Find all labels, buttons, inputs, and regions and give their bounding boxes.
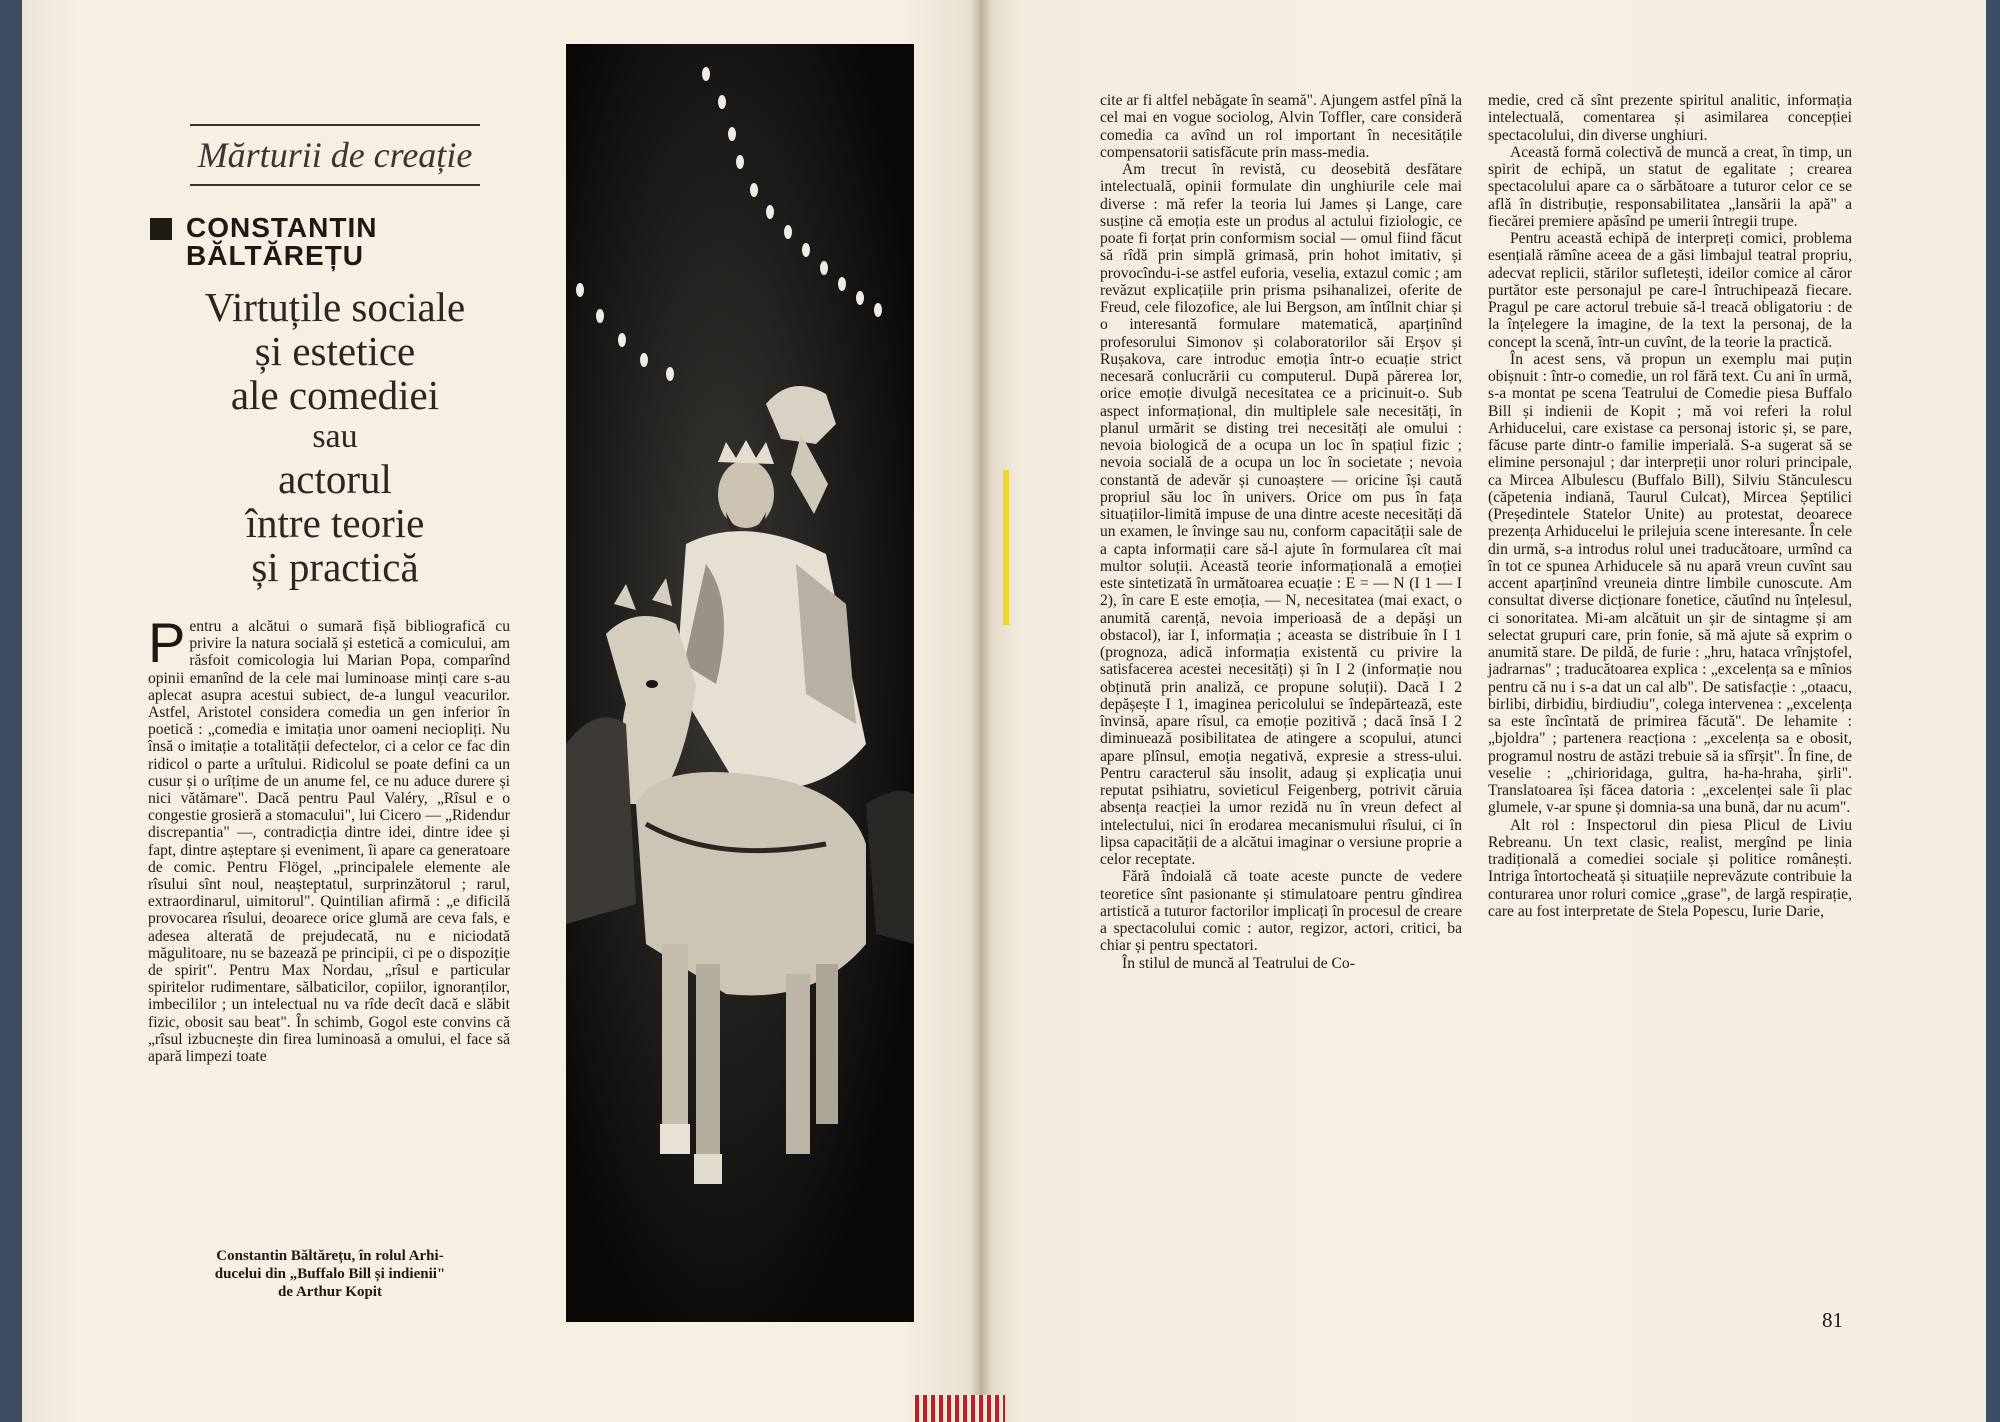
paragraph: medie, cred că sînt prezente spiritul analitic, informația intelectuală, comentarea și asimilarea concepției spectacolului, din diverse unghiuri. xyxy=(1488,92,1852,144)
binding-stitch xyxy=(915,1395,1005,1422)
paragraph: cite ar fi altfel nebăgate în seamă". Ajungem astfel pînă la cel mai en vogue sociolog, Alvin Toffler, care consideră comedia ca avînd un rol important în necesitățile compensatorii satisfăcute prin mass-media. xyxy=(1100,92,1462,161)
actor-photo-illustration xyxy=(566,44,914,1322)
headline-line: și estetice xyxy=(254,328,416,374)
page-number: 81 xyxy=(1822,1308,1843,1332)
paragraph: În acest sens, vă propun un exemplu mai puțin obișnuit : într-o comedie, un rol fără text. Cu ani în urmă, s-a montat pe scena Teatrului de Comedie piesa Buffalo Bill și indienii de Kopit ; mă voi referi la rolul Arhiducelui, care existase ca personaj istoric și, se pare, făcuse parte dintr-o familie imperială. S-a sugerat să se elimine personajul ; dar interpreții unor roluri principale, ca Mircea Albulescu (Buffalo Bill), Silviu Stănculescu (căpetenia indiană, Taurul Culcat), Mircea Șeptilici (Președintele Statelor Unite) au protestat, deoarece prezența Arhiducelui le prilejuia scene interesante. În cele din urmă, s-a introdus rolul unei traducătoare, urmînd ca în tot ce spunea Arhiducele să nu apară vreun cuvînt sau accent aparținînd vreuneia dintre limbile cunoscute. Am consultat diverse dicționare fonetice, căutînd nu înțelesul, ci sonoritatea. Mi-am alcătuit un șir de sintagme și am selectat grupuri care, prin fonie, să mă ajute să exprim o anumită stare. De pildă, de furie : „hru, hataca vrînjștofel, jadrarnas" ; traducătoarea explica : „excelența sa e mînios pentru că nu i s-a dat un cal alb". De satisfacție : „otaacu, birlibi, dirbidiu, birdiudiu", colega intervenea : „excelența sa este încîntată de primirea făcută". De lehamite : „bjoldra" ; partenera reacționa : „excelența sa e obosit, programul nostru de astăzi trebuie să ia sfîrșit". În fine, de veselie : „chirioridaga, gultra, ha-ha-hraha, șirli". Translatoarea își făcea datoria : „excelenței sale îi plac glumele, v-ar spune și domnia-sa una bună, dar nu acum". xyxy=(1488,350,1852,817)
intro-body: entru a alcătui o sumară fișă bibliografică cu privire la natura socială și estetică a comicului, am răsfoit comicologia lui Marian Popa, comparînd opinii emanînd de la cele mai luminoase minți care s-au aplecat asupra acestui subiect, de-a lungul veacurilor. Astfel, Aristotel considera comedia un gen inferior în poetică : „comedia e imitația unor oameni neciopliți. Nu însă o imitație a totalității defectelor, ci a celor ce fac din ridicol o parte a urîtului. Ridicolul se poate defini ca un cusur și o urîțime de un anume fel, ce nu aduce durere și nici vătămare". Dacă pentru Paul Valéry, „Rîsul e o congestie grosieră a stomacului", lui Cicero — „Ridendur discrepantia" —, contradicția dintre idei, dintre idee și fapt, dintre așteptare și eveniment, îi apare ca generatoare de comic. Pentru Flögel, „principalele elemente ale rîsului sînt noul, neașteptatul, surprinzătorul ; rarul, extraordinarul, uimitorul". Quintilian afirmă : „e dificilă provocarea rîsului, deoarece orice glumă are ceva fals, e adesea alterată de prejudecată, nu e niciodată măgulitoare, nu se bazează pe principii, ci pe o dispoziție de spirit". Pentru Max Nordau, „rîsul e particular spiritelor rudimentare, sălbaticilor, copiilor, ignoranților, imbecililor ; un intelectual nu va rîde decît dacă e slăbit fizic, obosit sau beat". În schimb, Gogol este convins că „rîsul izbucnește din firea luminoasă a omului, el face să apară limpezi toate xyxy=(148,618,510,1066)
section-rule-top xyxy=(190,124,480,126)
caption-line: de Arthur Kopit xyxy=(278,1284,382,1300)
actor-photo xyxy=(566,44,914,1322)
headline-line: actorul xyxy=(278,456,392,502)
paragraph: Alt rol : Inspectorul din piesa Plicul de Liviu Rebreanu. Un text clasic, realist, mergînd pe linia tradițională a comediei sociale și politice românești. Intriga întortocheată și situațiile neprevăzute contribuie la conturarea unor roluri comice „grase", de largă respirație, care au fost interpretate de Stela Popescu, Iurie Darie, xyxy=(1488,816,1852,920)
bookmark-tab xyxy=(1003,470,1009,625)
paragraph: Pentru această echipă de interpreți comici, problema esențială rămîne aceea de a găsi limbajul teatral propriu, adecvat replicii, stărilor sufletești, ideilor comice al căror purtător este personajul pe care-l întruchipează fiecare. Pragul pe care actorul trebuie să-l treacă obligatoriu : de la înțelegere la imagine, de la text la personaj, de la concept la scenă, într-un cuvînt, de la teorie la practică. xyxy=(1488,230,1852,351)
paragraph: Această formă colectivă de muncă a creat, în timp, un spirit de echipă, un statut de egalitate ; crearea spectacolului apare ca o sărbătoare a tuturor celor ce se află în distribuție, responsabilitatea „lansării la apă" a fiecărei premiere apăsînd pe umerii întregii trupe. xyxy=(1488,143,1852,230)
photo-caption xyxy=(160,1247,500,1301)
headline-line: Virtuțile sociale xyxy=(204,284,466,330)
article-headline xyxy=(160,285,510,589)
headline-line: sau xyxy=(312,418,358,455)
bullet-square-icon xyxy=(150,218,172,240)
text-column-2 xyxy=(1488,92,1852,920)
book-cover-left-edge xyxy=(0,0,22,1422)
caption-line: Constantin Băltărețu, în rolul Arhi- xyxy=(216,1248,444,1264)
headline-line: și practică xyxy=(251,544,419,590)
paragraph: În stilul de muncă al Teatrului de Co- xyxy=(1122,954,1355,972)
headline-line: între teorie xyxy=(245,500,425,546)
paragraph: Fără îndoială că toate aceste puncte de vedere teoretice sînt pasionante și stimulatoare pentru gîndirea artistică a tuturor factorilor implicați în procesul de creare a spectacolului comic : autor, regizor, actori, critici, ba chiar și pentru spectatori. xyxy=(1100,868,1462,955)
drop-cap: P xyxy=(148,611,186,674)
section-title: Mărturii de creație xyxy=(197,135,473,175)
paragraph: Am trecut în revistă, cu deosebită desfătare intelectuală, opinii formulate din unghiurile cele mai diverse : mă refer la teoria lui James și Lange, care susține că emoția este un produs al actului fiziologic, ce poate fi forțat prin conformism social — omul fiind făcut să rîdă prin simplă grimasă, prin hohot imitativ, și provocîndu-i-se astfel euforia, veselia, extazul comic ; am revăzut explicațiile prin prisma psihanalizei, oferite de Freud, cele filozofice, ale lui Bergson, am întîlnit chiar și o interesantă formulare matematică, aparținînd profesorului Simonov și colaboratorilor săi Erșov și Rușakova, care introduc emoția într-o ecuație strict necesară conlucrării cu computerul. După părerea lor, orice emoție divulgă necesitatea ce a pricinuit-o. Sub aspect informațional, din multiplele sale necesități, în planul urmărit se disting trei necesități ale omului : nevoia biologică de a ocupa un loc în spațiul fizic ; nevoia socială de a ocupa un loc în societate ; nevoia constantă de adevăr și cunoaștere — oricine își caută propriul său loc în univers. Orice om pus în fața situațiilor-limită impuse de una dintre aceste necesități dă un examen, le învinge sau nu, conform capacității sale de a capta informații care să-l ajute în formularea cît mai multor soluții. Această teorie informațională a emoției este sintetizată în următoarea ecuație : E = — N (I 1 — I 2), în care E este emoția, — N, necesitatea (mai exact, o anumită carență, nevoia imperioasă de a depăși un obstacol), iar I, informația ; aceasta se distribuie în I 1 (prognoza, adică informația existentă cu privire la satisfacerea acestei necesități) și în I 2 (informație nou obținută prin analiză, ce propune soluții). Dacă I 2 depășește I 1, imaginea pericolului se îndepărtează, este învinsă, apare rîsul, ca emoție pozitivă ; dacă însă I 2 diminuează posibilitatea de atingere a scopului, atunci apare plînsul, emoția negativă, expresie a stress-ului. Pentru caracterul său insolit, adaug și explicația unui reputat psihiatru, sovieticul Feigenberg, potrivit căruia absența reacției la umor rezidă nu în vreun defect al intelectului, nici în erodarea mecanismului rîsului, ci în lipsa capacității de a alcătui imaginar o versiune proprie a celor receptate. xyxy=(1100,161,1462,868)
author-last-name: BĂLTĂREȚU xyxy=(186,240,365,271)
section-rule-bottom xyxy=(190,184,480,186)
article-intro-text xyxy=(148,611,510,1066)
caption-line: ducelui din „Buffalo Bill și indienii" xyxy=(214,1266,446,1282)
book-cover-right-edge xyxy=(1986,0,2000,1422)
book-gutter xyxy=(970,0,992,1422)
author-first-name: CONSTANTIN xyxy=(186,212,378,243)
headline-line: ale comediei xyxy=(230,372,440,418)
text-column-1 xyxy=(1100,92,1462,972)
